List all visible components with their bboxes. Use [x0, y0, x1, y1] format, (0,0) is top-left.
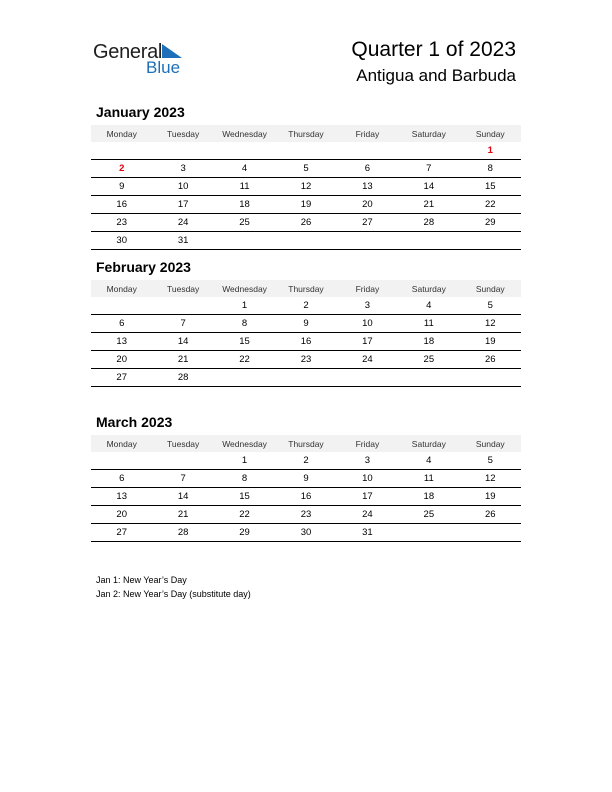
week-row — [91, 160, 521, 178]
day-cell: 10 — [152, 178, 213, 196]
month-title: January 2023 — [96, 104, 185, 120]
weekday-header: Thursday — [275, 125, 336, 142]
day-cell: 21 — [152, 351, 213, 369]
week-row — [91, 369, 521, 387]
day-cell: 31 — [152, 232, 213, 250]
weekday-header-row — [91, 280, 521, 297]
day-cell: 17 — [152, 196, 213, 214]
empty-day-cell — [398, 232, 459, 250]
weekday-header: Monday — [91, 435, 152, 452]
month-january — [91, 104, 521, 250]
empty-day-cell — [398, 524, 459, 542]
day-cell: 2 — [275, 452, 336, 470]
day-cell: 1 — [214, 297, 275, 315]
day-cell: 23 — [275, 351, 336, 369]
day-cell: 11 — [214, 178, 275, 196]
weekday-header: Tuesday — [152, 280, 213, 297]
day-cell: 30 — [275, 524, 336, 542]
weekday-header: Friday — [337, 280, 398, 297]
day-cell: 19 — [275, 196, 336, 214]
day-cell: 5 — [275, 160, 336, 178]
empty-day-cell — [152, 452, 213, 470]
day-cell: 20 — [91, 351, 152, 369]
week-row — [91, 232, 521, 250]
weekday-header: Saturday — [398, 435, 459, 452]
weekday-header: Saturday — [398, 280, 459, 297]
empty-day-cell — [460, 232, 521, 250]
empty-day-cell — [152, 142, 213, 160]
day-cell: 28 — [398, 214, 459, 232]
week-row — [91, 506, 521, 524]
day-cell: 17 — [337, 333, 398, 351]
day-cell: 1 — [460, 142, 521, 160]
empty-day-cell — [91, 142, 152, 160]
day-cell: 9 — [275, 470, 336, 488]
holiday-note: Jan 2: New Year’s Day (substitute day) — [96, 589, 251, 599]
month-title: March 2023 — [96, 414, 173, 430]
empty-day-cell — [275, 369, 336, 387]
day-cell: 16 — [91, 196, 152, 214]
day-cell: 21 — [398, 196, 459, 214]
day-cell: 7 — [152, 470, 213, 488]
day-cell: 31 — [337, 524, 398, 542]
weekday-header-row — [91, 435, 521, 452]
day-cell: 6 — [337, 160, 398, 178]
week-row — [91, 214, 521, 232]
empty-day-cell — [91, 297, 152, 315]
day-cell: 21 — [152, 506, 213, 524]
day-cell: 26 — [275, 214, 336, 232]
month-february — [91, 259, 521, 387]
day-cell: 5 — [460, 452, 521, 470]
empty-day-cell — [275, 232, 336, 250]
calendar-table — [91, 435, 521, 542]
day-cell: 12 — [275, 178, 336, 196]
week-row — [91, 351, 521, 369]
day-cell: 22 — [460, 196, 521, 214]
generalblue-logo — [93, 41, 193, 81]
weekday-header: Tuesday — [152, 435, 213, 452]
logo-blue-text: Blue — [146, 58, 181, 77]
day-cell: 4 — [214, 160, 275, 178]
weekday-header-row — [91, 125, 521, 142]
empty-day-cell — [398, 142, 459, 160]
day-cell: 4 — [398, 452, 459, 470]
day-cell: 14 — [398, 178, 459, 196]
day-cell: 8 — [214, 315, 275, 333]
day-cell: 27 — [91, 524, 152, 542]
day-cell: 27 — [337, 214, 398, 232]
weekday-header: Monday — [91, 125, 152, 142]
day-cell: 3 — [337, 452, 398, 470]
day-cell: 15 — [214, 488, 275, 506]
day-cell: 18 — [214, 196, 275, 214]
day-cell: 13 — [91, 333, 152, 351]
day-cell: 9 — [275, 315, 336, 333]
day-cell: 4 — [398, 297, 459, 315]
week-row — [91, 524, 521, 542]
day-cell: 26 — [460, 506, 521, 524]
week-row — [91, 333, 521, 351]
day-cell: 24 — [337, 506, 398, 524]
week-row — [91, 178, 521, 196]
weekday-header: Wednesday — [214, 435, 275, 452]
day-cell: 20 — [337, 196, 398, 214]
empty-day-cell — [214, 369, 275, 387]
day-cell: 17 — [337, 488, 398, 506]
day-cell: 28 — [152, 369, 213, 387]
month-march — [91, 414, 521, 542]
day-cell: 3 — [337, 297, 398, 315]
logo-general-text: General — [93, 41, 163, 63]
weekday-header: Saturday — [398, 125, 459, 142]
day-cell: 29 — [214, 524, 275, 542]
day-cell: 6 — [91, 470, 152, 488]
empty-day-cell — [275, 142, 336, 160]
weekday-header: Sunday — [460, 125, 521, 142]
empty-day-cell — [337, 369, 398, 387]
day-cell: 5 — [460, 297, 521, 315]
day-cell: 19 — [460, 488, 521, 506]
empty-day-cell — [214, 142, 275, 160]
day-cell: 25 — [398, 506, 459, 524]
calendar-table — [91, 280, 521, 387]
day-cell: 15 — [460, 178, 521, 196]
day-cell: 9 — [91, 178, 152, 196]
day-cell: 8 — [460, 160, 521, 178]
weekday-header: Friday — [337, 125, 398, 142]
week-row — [91, 488, 521, 506]
weekday-header: Monday — [91, 280, 152, 297]
empty-day-cell — [152, 297, 213, 315]
week-row — [91, 452, 521, 470]
page-title: Quarter 1 of 2023 — [351, 38, 516, 61]
day-cell: 7 — [398, 160, 459, 178]
day-cell: 8 — [214, 470, 275, 488]
day-cell: 14 — [152, 333, 213, 351]
day-cell: 2 — [91, 160, 152, 178]
day-cell: 12 — [460, 315, 521, 333]
month-title: February 2023 — [96, 259, 191, 275]
day-cell: 7 — [152, 315, 213, 333]
holiday-notes — [96, 573, 251, 601]
day-cell: 13 — [337, 178, 398, 196]
day-cell: 30 — [91, 232, 152, 250]
day-cell: 10 — [337, 470, 398, 488]
day-cell: 25 — [398, 351, 459, 369]
weekday-header: Tuesday — [152, 125, 213, 142]
week-row — [91, 297, 521, 315]
calendar-table — [91, 125, 521, 250]
day-cell: 22 — [214, 506, 275, 524]
day-cell: 11 — [398, 470, 459, 488]
week-row — [91, 142, 521, 160]
empty-day-cell — [91, 452, 152, 470]
empty-day-cell — [214, 232, 275, 250]
week-row — [91, 470, 521, 488]
empty-day-cell — [460, 369, 521, 387]
page-subtitle: Antigua and Barbuda — [356, 66, 516, 85]
week-row — [91, 196, 521, 214]
day-cell: 23 — [91, 214, 152, 232]
weekday-header: Wednesday — [214, 280, 275, 297]
day-cell: 25 — [214, 214, 275, 232]
empty-day-cell — [337, 232, 398, 250]
weekday-header: Thursday — [275, 280, 336, 297]
day-cell: 23 — [275, 506, 336, 524]
holiday-note: Jan 1: New Year’s Day — [96, 575, 187, 585]
empty-day-cell — [337, 142, 398, 160]
day-cell: 22 — [214, 351, 275, 369]
day-cell: 11 — [398, 315, 459, 333]
day-cell: 27 — [91, 369, 152, 387]
day-cell: 20 — [91, 506, 152, 524]
day-cell: 26 — [460, 351, 521, 369]
day-cell: 10 — [337, 315, 398, 333]
day-cell: 18 — [398, 333, 459, 351]
empty-day-cell — [460, 524, 521, 542]
day-cell: 24 — [337, 351, 398, 369]
day-cell: 1 — [214, 452, 275, 470]
weekday-header: Wednesday — [214, 125, 275, 142]
day-cell: 15 — [214, 333, 275, 351]
day-cell: 24 — [152, 214, 213, 232]
day-cell: 28 — [152, 524, 213, 542]
day-cell: 29 — [460, 214, 521, 232]
day-cell: 6 — [91, 315, 152, 333]
week-row — [91, 315, 521, 333]
weekday-header: Thursday — [275, 435, 336, 452]
weekday-header: Sunday — [460, 280, 521, 297]
day-cell: 12 — [460, 470, 521, 488]
day-cell: 3 — [152, 160, 213, 178]
day-cell: 16 — [275, 333, 336, 351]
day-cell: 16 — [275, 488, 336, 506]
day-cell: 18 — [398, 488, 459, 506]
day-cell: 19 — [460, 333, 521, 351]
day-cell: 13 — [91, 488, 152, 506]
weekday-header: Sunday — [460, 435, 521, 452]
day-cell: 2 — [275, 297, 336, 315]
day-cell: 14 — [152, 488, 213, 506]
empty-day-cell — [398, 369, 459, 387]
weekday-header: Friday — [337, 435, 398, 452]
